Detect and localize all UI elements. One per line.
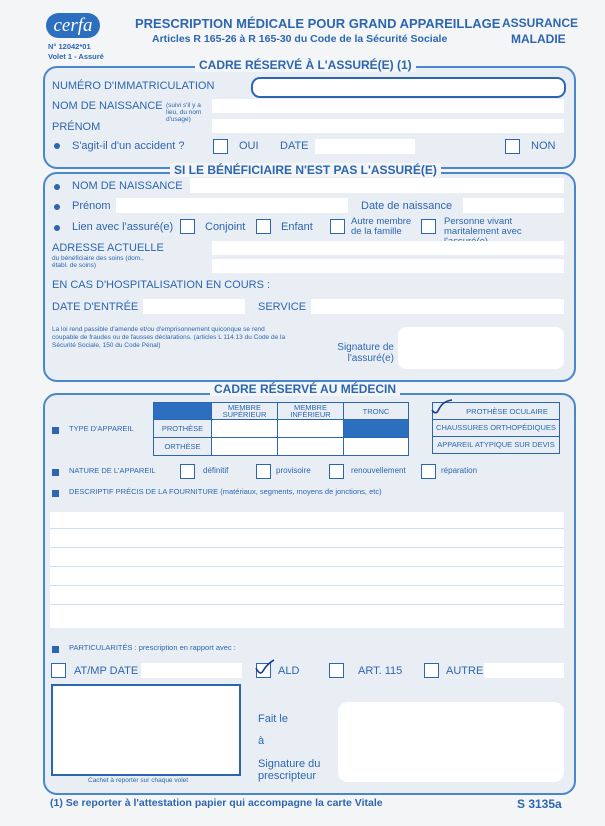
bullet-icon [54,184,60,190]
provisoire-label: provisoire [276,466,311,475]
renouvellement-checkbox[interactable] [329,464,344,479]
row-prothese: PROTHÈSE [154,420,212,438]
enfant-checkbox[interactable] [256,219,271,234]
accident-date-label: DATE [280,140,309,152]
medecin-section-title: CADRE RÉSERVÉ AU MÉDECIN [210,382,400,396]
service-label: SERVICE [258,301,307,313]
org-name-line2: MALADIE [511,32,566,46]
accident-non-checkbox[interactable] [505,139,520,154]
form-title: PRESCRIPTION MÉDICALE POUR GRAND APPAREILLAGE [135,16,501,31]
opt-appareil-atypique[interactable]: APPAREIL ATYPIQUE SUR DEVIS [433,437,560,454]
footer-note: (1) Se reporter à l'attestation papier qui accompagne la carte Vitale [50,797,383,809]
orthese-tronc-cell[interactable] [344,438,409,456]
prothese-membre-inf-cell[interactable] [278,420,344,438]
a-label: à [258,735,265,747]
prenom-label: PRÉNOM [52,121,101,133]
vivant-maritalement-checkbox[interactable] [421,219,436,234]
signature-prescripteur-field[interactable] [338,702,564,782]
square-bullet-icon [52,646,59,653]
conjoint-label: Conjoint [205,221,246,233]
adresse-field-line2[interactable] [212,259,564,273]
autre-membre-label: Autre membre de la famille [351,216,412,237]
date-naissance-label: Date de naissance [361,200,453,212]
signature-assure-label: Signature de l'assuré(e) [337,342,394,364]
nature-appareil-label: NATURE DE L'APPAREIL [69,466,156,475]
adresse-note: du bénéficiaire des soins (dom., établ. de soins) [52,255,144,269]
cerfa-logo: cerfa [46,13,100,38]
reparation-checkbox[interactable] [421,464,436,479]
square-bullet-icon [52,469,59,476]
lien-label: Lien avec l'assuré(e) [72,221,174,233]
assure-section-title: CADRE RÉSERVÉ À L'ASSURÉ(E) (1) [195,58,416,72]
benef-nom-field[interactable] [190,178,564,193]
autre-label: AUTRE [446,665,484,677]
table-corner [154,403,212,420]
autre-membre-checkbox[interactable] [330,219,345,234]
org-name-line1: ASSURANCE [502,16,579,30]
writing-line [50,528,564,529]
nom-usage-note: (suivi s'il y a lieu, du nom d'usage) [166,102,202,123]
prothese-membre-sup-cell[interactable] [212,420,278,438]
date-entree-field[interactable] [143,299,245,314]
col-tronc: TRONC [344,403,409,420]
date-entree-label: DATE D'ENTRÉE [52,301,139,313]
signature-assure-field[interactable] [398,327,564,369]
atmp-date-label: AT/MP DATE [74,665,139,677]
ald-label: ALD [278,665,300,677]
definitif-checkbox[interactable] [180,464,195,479]
col-membre-inferieur: MEMBRE INFÉRIEUR [278,403,344,420]
opt-prothese-oculaire: PROTHÈSE OCULAIRE [455,403,560,420]
cachet-label: Cachet à reporter sur chaque volet [88,777,189,784]
conjoint-checkbox[interactable] [180,219,195,234]
oui-label: OUI [239,140,259,152]
writing-line [50,585,564,586]
benef-prenom-label: Prénom [72,200,111,212]
type-appareil-table [153,402,409,456]
hospitalisation-label: EN CAS D'HOSPITALISATION EN COURS : [52,279,271,291]
volet-label: Volet 1 - Assuré [48,52,104,61]
descriptif-label: DESCRIPTIF PRÉCIS DE LA FOURNITURE (matériaux, segments, moyens de jonctions, etc) [69,487,382,496]
date-naissance-field[interactable] [463,198,564,213]
art115-checkbox[interactable] [329,663,344,678]
nom-naissance-label: NOM DE NAISSANCE [52,100,163,112]
type-appareil-label: TYPE D'APPAREIL [69,424,134,433]
writing-line [50,566,564,567]
square-bullet-icon [52,427,59,434]
provisoire-checkbox[interactable] [256,464,271,479]
descriptif-field[interactable] [50,512,564,628]
definitif-label: définitif [203,466,229,475]
art115-label: ART. 115 [358,665,403,677]
form-subtitle: Articles R 165-26 à R 165-30 du Code de la Sécurité Sociale [152,33,448,45]
accident-oui-checkbox[interactable] [213,139,228,154]
adresse-label: ADRESSE ACTUELLE [52,242,164,254]
bullet-icon [54,204,60,210]
enfant-label: Enfant [281,221,313,233]
autre-checkbox[interactable] [424,663,439,678]
checkmark-icon [252,658,276,680]
prenom-field[interactable] [212,119,564,133]
particularites-label: PARTICULARITÉS : prescription en rapport avec : [69,643,236,652]
checkmark-icon [428,398,456,418]
prothese-tronc-cell [344,420,409,438]
service-field[interactable] [311,299,564,314]
legal-text: La loi rend passible d'amende et/ou d'emprisonnement quiconque se rend coupable de fraudes ou de fausses déclarations. (articles L 114.13 du Code de la Sécurité Sociale, 150 du Code Pénal) [52,326,286,349]
signature-prescripteur-label: Signature du prescripteur [258,758,321,782]
orthese-membre-inf-cell[interactable] [278,438,344,456]
bullet-icon [54,143,60,149]
renouvellement-label: renouvellement [351,466,406,475]
adresse-field-line1[interactable] [212,241,564,255]
square-bullet-icon [52,490,59,497]
col-membre-superieur: MEMBRE SUPÉRIEUR [212,403,278,420]
immatriculation-label: NUMÉRO D'IMMATRICULATION [52,80,215,92]
atmp-checkbox[interactable] [51,663,66,678]
orthese-membre-sup-cell[interactable] [212,438,278,456]
immatriculation-field[interactable] [251,77,566,98]
bullet-icon [54,225,60,231]
nom-naissance-field[interactable] [212,99,564,113]
beneficiaire-section-title: SI LE BÉNÉFICIAIRE N'EST PAS L'ASSURÉ(E) [170,163,441,177]
non-label: NON [531,140,556,152]
reparation-label: réparation [441,466,478,475]
cachet-box[interactable] [51,684,241,776]
writing-line [50,604,564,605]
atmp-date-field[interactable] [141,663,242,678]
autre-field[interactable] [484,663,564,678]
writing-line [50,547,564,548]
form-number: N° 12042*01 [48,42,91,51]
accident-date-field[interactable] [315,139,415,154]
form-code: S 3135a [517,797,562,811]
row-orthese: ORTHÈSE [154,438,212,456]
opt-chaussures[interactable]: CHAUSSURES ORTHOPÉDIQUES [433,420,560,437]
benef-nom-label: NOM DE NAISSANCE [72,180,183,192]
fait-le-label: Fait le [258,713,288,725]
vivant-maritalement-label: Personne vivant maritalement avec [444,216,522,237]
accident-question: S'agit-il d'un accident ? [72,140,185,152]
benef-prenom-field[interactable] [116,198,348,213]
